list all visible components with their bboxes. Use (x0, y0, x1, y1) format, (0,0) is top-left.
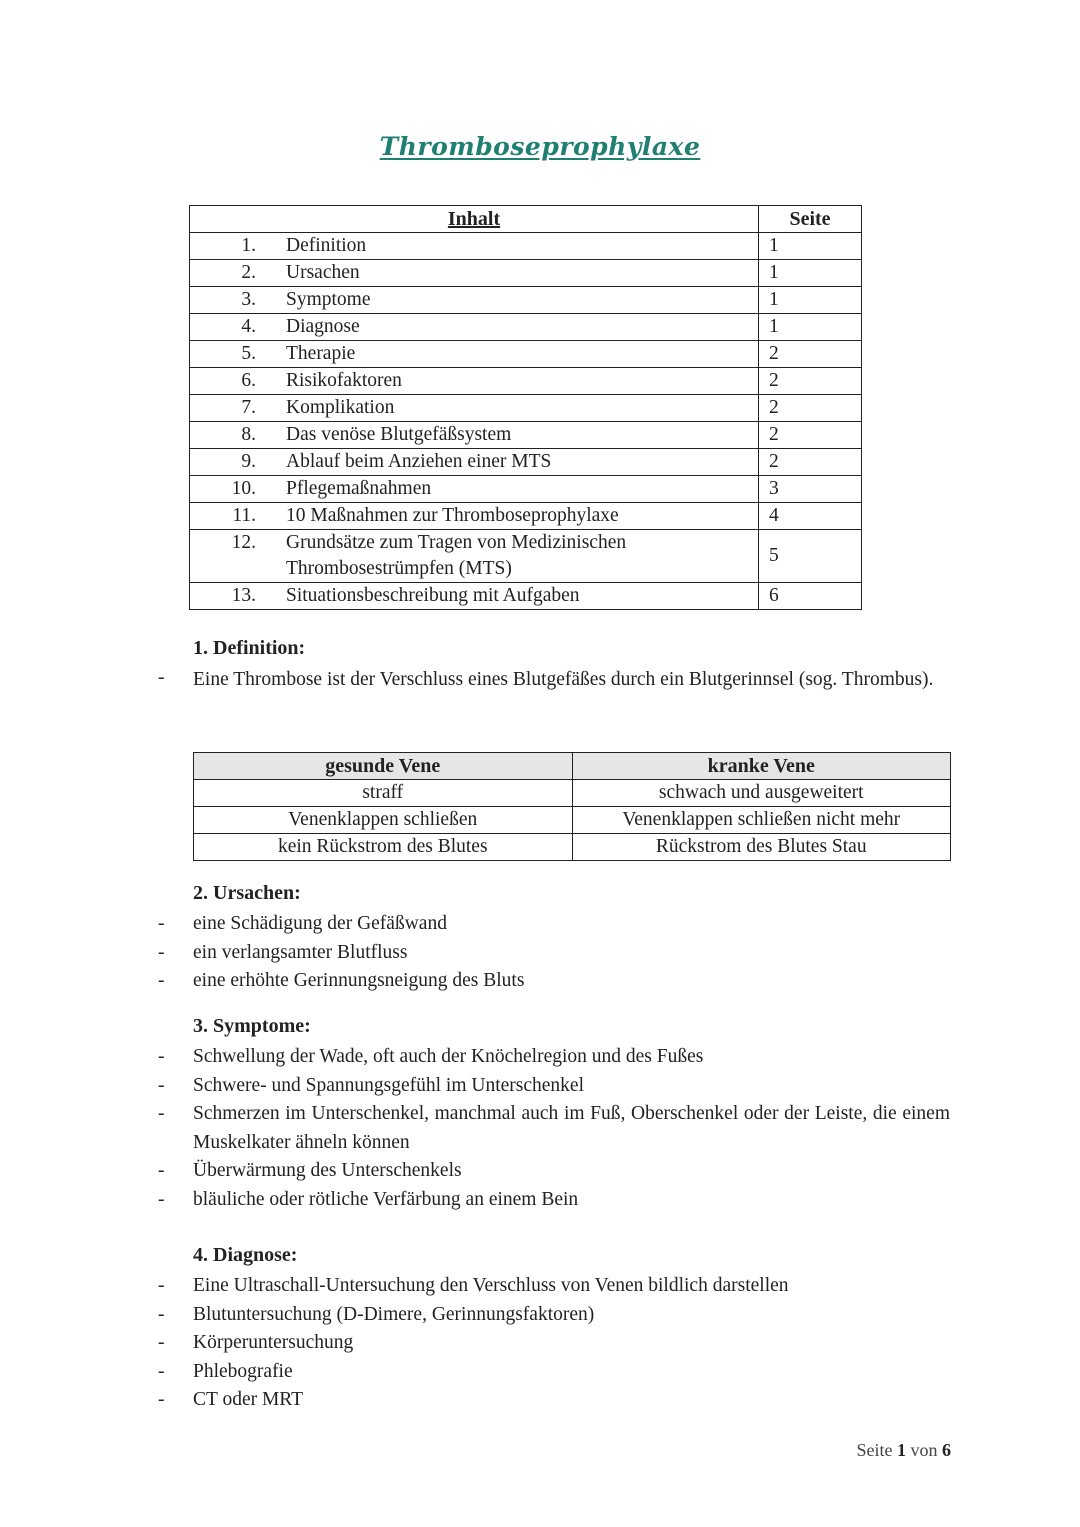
toc-text: Pflegemaßnahmen (286, 478, 432, 499)
list-item-text: - ein verlangsamter Blutfluss (193, 941, 408, 963)
toc-entry (190, 449, 759, 476)
list-item-text: - Blutuntersuchung (D-Dimere, Gerinnungsfaktoren) (193, 1303, 595, 1325)
toc-row (190, 422, 862, 449)
toc-entry (190, 583, 759, 610)
list-item (158, 1043, 958, 1072)
table-of-contents (189, 205, 862, 610)
toc-entry (190, 530, 759, 583)
footer-current-page: 1 (897, 1440, 906, 1460)
toc-page: 1 (759, 287, 862, 314)
toc-row (190, 583, 862, 610)
toc-entry (190, 422, 759, 449)
veins-comparison-table (193, 752, 951, 861)
toc-row (190, 368, 862, 395)
toc-text: Symptome (286, 289, 371, 310)
list-item-text: - eine Schädigung der Gefäßwand (193, 913, 447, 934)
toc-text: Ursachen (286, 262, 360, 283)
footer-prefix: Seite (856, 1440, 893, 1460)
veins-cell-healthy: Venenklappen schließen (194, 807, 573, 834)
list-item-text: - eine erhöhte Gerinnungsneigung des Bluts (193, 970, 525, 991)
toc-page: 2 (759, 341, 862, 368)
veins-cell-diseased: Rückstrom des Blutes Stau (572, 834, 951, 861)
toc-page: 1 (759, 314, 862, 341)
list-item-text: - Körperuntersuchung (193, 1332, 354, 1353)
toc-row (190, 476, 862, 503)
veins-row (194, 834, 951, 861)
list-item (158, 1157, 958, 1186)
toc-row (190, 530, 862, 583)
list-item (158, 910, 958, 939)
symptome-list (158, 1043, 958, 1214)
veins-row (194, 807, 951, 834)
toc-number: 8. (241, 424, 256, 445)
toc-number: 10. (231, 478, 256, 499)
veins-header-healthy: gesunde Vene (194, 753, 573, 780)
toc-number: 6. (241, 370, 256, 391)
toc-entry (190, 341, 759, 368)
toc-row (190, 314, 862, 341)
list-item (158, 1272, 958, 1301)
toc-page: 1 (759, 260, 862, 287)
toc-text: Komplikation (286, 397, 395, 418)
toc-number: 4. (241, 316, 256, 337)
list-item-text: - Schwellung der Wade, oft auch der Knöchelregion und des Fußes (193, 1046, 704, 1067)
toc-row (190, 503, 862, 530)
toc-entry (190, 260, 759, 287)
toc-page: 2 (759, 449, 862, 476)
toc-page: 5 (759, 530, 862, 583)
toc-number: 1. (241, 235, 256, 256)
section-heading-symptome: 3. Symptome: (193, 1015, 311, 1037)
toc-row (190, 449, 862, 476)
list-item-text: - bläuliche oder rötliche Verfärbung an einem Bein (193, 1188, 579, 1210)
toc-text: Risikofaktoren (286, 370, 402, 391)
toc-text: Diagnose (286, 316, 360, 337)
toc-entry (190, 233, 759, 260)
toc-page: 2 (759, 422, 862, 449)
toc-entry (190, 503, 759, 530)
toc-text: Situationsbeschreibung mit Aufgaben (286, 585, 580, 606)
toc-page: 3 (759, 476, 862, 503)
veins-header-diseased: kranke Vene (572, 753, 951, 780)
list-dash: - (158, 667, 165, 688)
list-item (158, 1186, 958, 1215)
toc-number: 11. (232, 505, 256, 526)
list-item (158, 1100, 958, 1157)
toc-number: 12. (231, 532, 256, 553)
footer-total-pages: 6 (942, 1440, 951, 1460)
list-item (158, 967, 958, 996)
toc-page: 2 (759, 368, 862, 395)
list-item-text: - CT oder MRT (193, 1389, 304, 1410)
toc-row (190, 395, 862, 422)
toc-header-seite: Seite (759, 206, 862, 233)
toc-number: 7. (241, 397, 256, 418)
toc-number: 13. (231, 585, 256, 606)
list-item (158, 1386, 958, 1415)
list-item-text: - Phlebografie (193, 1360, 293, 1382)
toc-row (190, 233, 862, 260)
toc-number: 2. (241, 262, 256, 283)
toc-number: 5. (241, 343, 256, 364)
toc-page: 6 (759, 583, 862, 610)
document-title: Thromboseprophylaxe (379, 132, 701, 161)
list-item (158, 1358, 958, 1387)
list-item (158, 1329, 958, 1358)
section-heading-ursachen: 2. Ursachen: (193, 882, 301, 904)
toc-page: 1 (759, 233, 862, 260)
toc-page: 2 (759, 395, 862, 422)
section-heading-definition: 1. Definition: (193, 637, 306, 659)
toc-number: 3. (241, 289, 256, 310)
toc-text: Therapie (286, 343, 356, 364)
toc-text: Ablauf beim Anziehen einer MTS (286, 451, 552, 472)
list-item-text: - Schmerzen im Unterschenkel, manchmal auch im Fuß, Oberschenkel oder der Leiste, die einem Muskelkater ähneln können (193, 1103, 950, 1153)
list-item (158, 939, 958, 968)
ursachen-list (158, 910, 958, 996)
footer-middle: von (910, 1440, 938, 1460)
toc-header-inhalt: Inhalt (190, 206, 759, 233)
veins-cell-healthy: straff (194, 780, 573, 807)
toc-entry (190, 368, 759, 395)
toc-text: 10 Maßnahmen zur Thromboseprophylaxe (286, 505, 619, 526)
toc-number: 9. (241, 451, 256, 472)
veins-cell-diseased: Venenklappen schließen nicht mehr (572, 807, 951, 834)
toc-text: Grundsätze zum Tragen von Medizinischen Thrombosestrümpfen (MTS) (286, 532, 627, 579)
section-heading-diagnose: 4. Diagnose: (193, 1244, 298, 1266)
toc-row (190, 341, 862, 368)
list-item-text: - Schwere- und Spannungsgefühl im Unterschenkel (193, 1074, 584, 1096)
toc-entry (190, 395, 759, 422)
veins-cell-healthy: kein Rückstrom des Blutes (194, 834, 573, 861)
list-item (158, 1301, 958, 1330)
toc-entry (190, 476, 759, 503)
list-item-text: - Überwärmung des Unterschenkels (193, 1160, 462, 1181)
toc-row (190, 287, 862, 314)
toc-page: 4 (759, 503, 862, 530)
toc-row (190, 260, 862, 287)
toc-text: Definition (286, 235, 367, 256)
toc-entry (190, 314, 759, 341)
list-item (158, 1072, 958, 1101)
page-footer (857, 1440, 952, 1461)
veins-row (194, 780, 951, 807)
definition-text: Eine Thrombose ist der Verschluss eines Blutgefäßes durch ein Blutgerinnsel (sog. Thrombus). (193, 669, 934, 690)
list-item-text: - Eine Ultraschall-Untersuchung den Verschluss von Venen bildlich darstellen (193, 1275, 789, 1296)
toc-entry (190, 287, 759, 314)
toc-text: Das venöse Blutgefäßsystem (286, 424, 512, 445)
veins-cell-diseased: schwach und ausgeweitert (572, 780, 951, 807)
diagnose-list (158, 1272, 958, 1415)
